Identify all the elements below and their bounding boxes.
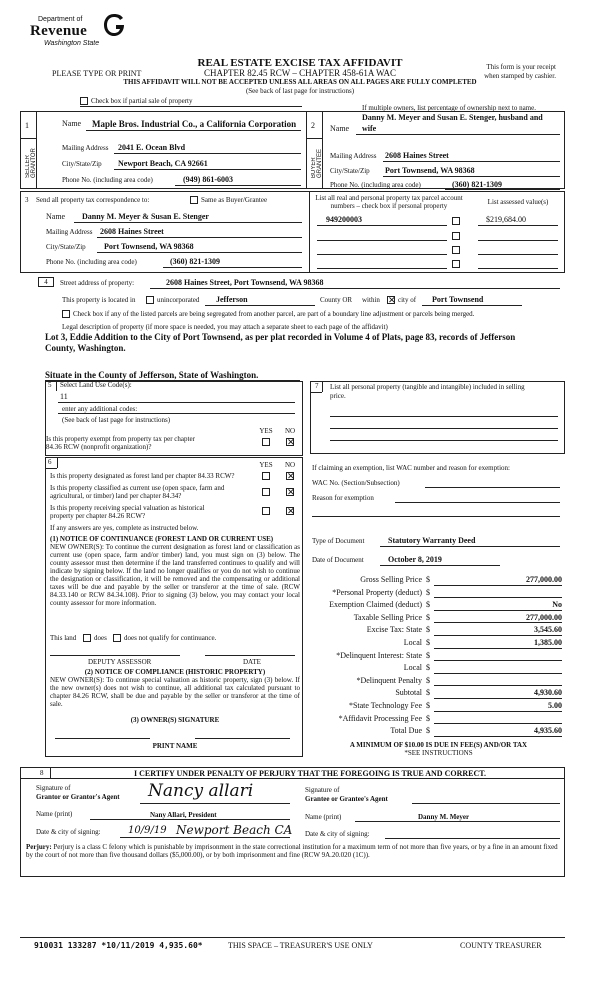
buyer-phone-label: Phone No. (including area code) (330, 181, 421, 189)
historic-yes-checkbox[interactable] (262, 507, 270, 515)
calc-row-underline (434, 685, 562, 686)
logo-line1: Department of (38, 16, 83, 23)
section7-box (310, 381, 565, 454)
calc-row-underline (434, 597, 562, 598)
exempt-yes-header: YES (259, 427, 273, 435)
calc-row-value[interactable]: 277,000.00 (526, 612, 562, 622)
calc-row-underline (434, 610, 562, 611)
buyer-name-line1[interactable]: Danny M. Meyer and Susan E. Stenger, husband and (362, 113, 543, 122)
calc-row-value[interactable]: 5.00 (548, 701, 562, 710)
partial-sale-label: Check box if partial sale of property (91, 97, 193, 105)
section7-label-2: price. (330, 392, 346, 400)
certify-statement: I CERTIFY UNDER PENALTY OF PERJURY THAT THE FOREGOING IS TRUE AND CORRECT. (133, 769, 486, 778)
land-use-num: 5 (48, 381, 52, 389)
wa-seal-icon (102, 12, 126, 38)
seller-mailing-label: Mailing Address (62, 144, 109, 152)
calc-row-underline (434, 635, 562, 636)
calc-row-value[interactable]: 4,930.60 (534, 688, 562, 698)
tax-corr-name[interactable]: Danny M. Meyer & Susan E. Stenger (82, 212, 209, 221)
calc-row-label: *Personal Property (deduct) (332, 587, 422, 597)
city-name[interactable]: Port Townsend (432, 295, 484, 304)
deputy-assessor-label: DEPUTY ASSESSOR (88, 658, 152, 666)
parcel-number-1[interactable]: 949200003 (326, 215, 362, 224)
deputy-date-label: DATE (243, 658, 261, 666)
calc-row-value[interactable]: No (552, 600, 562, 610)
sig-grantor-label-2: Grantor or Grantor's Agent (36, 793, 120, 801)
seller-name[interactable]: Maple Bros. Industrial Co., a California Corporation (92, 119, 297, 129)
calc-row-value[interactable]: 1,385.00 (534, 638, 562, 647)
calc-row-label: Local (403, 663, 422, 673)
section8-num: 8 (40, 769, 44, 777)
located-in-label: This property is located in (62, 296, 136, 304)
legal-label: Legal description of property (if more space is needed, you may attach a separate sheet to each page of the affidavit) (62, 323, 388, 331)
calc-row-currency: $ (426, 612, 430, 622)
does-label: does (94, 634, 107, 642)
current-use-no-checkbox[interactable] (286, 488, 294, 496)
s6-if-yes: If any answers are yes, complete as instructed below. (50, 524, 199, 532)
grantor-name-print-label: Name (print) (36, 810, 73, 818)
buyer-name-line2[interactable]: wife (362, 124, 377, 133)
calc-row-underline (434, 673, 562, 674)
minimum-fee-note: A MINIMUM OF $10.00 IS DUE IN FEE(S) AND/OR TAX (349, 741, 528, 749)
same-as-buyer-checkbox[interactable] (190, 196, 198, 204)
section7-num: 7 (315, 382, 319, 390)
calc-row-underline (434, 648, 562, 649)
grantor-date[interactable]: 10/9/19 (128, 825, 167, 836)
personal-property-checkbox-2[interactable] (452, 232, 460, 240)
calc-row-currency: $ (426, 638, 430, 647)
partial-sale-checkbox[interactable] (80, 97, 88, 105)
doc-date[interactable]: October 8, 2019 (388, 555, 442, 564)
buyer-num: 2 (311, 121, 315, 130)
dor-logo (20, 12, 130, 52)
exemption-label: If claiming an exemption, list WAC number and reason for exemption: (312, 464, 510, 472)
see-instructions-note: *SEE INSTRUCTIONS (404, 749, 473, 757)
calc-row-underline (434, 711, 562, 712)
calc-row (312, 700, 562, 713)
section7-label-1: List all personal property (tangible and intangible) included in selling (330, 383, 525, 391)
s6-q3a: Is this property receiving special valuation as historical (50, 504, 205, 512)
tax-corr-city-label: City/State/Zip (46, 243, 86, 251)
calc-row-underline (434, 736, 562, 737)
exempt-q1: Is this property exempt from property tax per chapter (46, 435, 195, 443)
multiple-owners-label: If multiple owners, list percentage of ownership next to name. (362, 104, 536, 112)
logo-line2: Revenue (30, 23, 88, 39)
legal-desc-1[interactable]: Lot 3, Eddie Addition to the City of Port Townsend, as per plat recorded in Volume 4 of Plats, page 83, records of Jefferson (45, 332, 516, 342)
tax-corr-mailing[interactable]: 2608 Haines Street (100, 227, 164, 236)
tax-corr-num: 3 (25, 196, 29, 204)
calc-row (312, 662, 562, 675)
calc-row (312, 675, 562, 688)
check-x-icon: ✕ (287, 507, 295, 517)
notice1-body: NEW OWNER(S): To continue the current designation as forest land or classification as current use (open space, farm and/or timber) land, you must sign on (3) below. The county assessor must then determine if the land transferred continues to qualify and will indicate by signing below. If the land no longer qualifies or you do not wish to continue the designation or classification, it will be removed and the compensating or additional taxes will be due and payable by the seller or transferor at the time of sale. (RCW 84.33.140 or RCW 84.34.108). Prior to signing (3) below, you may contact your local county assessor for more information. (50, 543, 300, 607)
property-street[interactable]: 2608 Haines Street, Port Townsend, WA 98368 (166, 278, 324, 287)
sig-grantee-label-2: Grantee or Grantee's Agent (305, 795, 388, 803)
land-use-see-back: (See back of last page for instructions) (62, 416, 171, 424)
does-not-checkbox[interactable] (113, 634, 121, 642)
current-use-yes-checkbox[interactable] (262, 488, 270, 496)
legal-desc-3[interactable]: Situate in the County of Jefferson, State of Washington. (45, 370, 259, 380)
section8-box (20, 767, 565, 877)
calc-row-label: *Affidavit Processing Fee (338, 713, 422, 723)
calc-row-label: Excise Tax: State (366, 625, 422, 635)
seller-name-label: Name (62, 119, 82, 128)
buyer-side-label: BUYER GRANTEE (311, 148, 323, 178)
county-treasurer-label: COUNTY TREASURER (460, 941, 542, 950)
seller-side-label: SELLER GRANTOR (25, 148, 37, 178)
seller-num: 1 (25, 121, 29, 130)
segregated-checkbox[interactable] (62, 310, 70, 318)
receipt-note-1: This form is your receipt (486, 63, 556, 71)
tax-corr-city[interactable]: Port Townsend, WA 98368 (104, 242, 194, 251)
s6-q2a: Is this property classified as current use (open space, farm and (50, 484, 225, 492)
county-name[interactable]: Jefferson (216, 295, 248, 304)
doc-date-label: Date of Document (312, 556, 364, 564)
forest-no-checkbox[interactable] (286, 472, 294, 480)
doc-type[interactable]: Statutory Warranty Deed (388, 536, 476, 545)
tax-corr-phone[interactable]: (360) 821-1309 (170, 257, 220, 266)
notice1-title: (1) NOTICE OF CONTINUANCE (FOREST LAND OR CURRENT USE) (50, 535, 274, 543)
calc-row-currency: $ (426, 713, 430, 723)
check-x-icon: ✕ (287, 488, 295, 498)
historic-no-checkbox[interactable] (286, 507, 294, 515)
perjury-body: Perjury is a class C felony which is punishable by imprisonment in the state correctional institution for a maximum term of not more than five years, or by a fine in an amount fixed by the court of not more than five thousand dollars ($5,000.00), or by both imprisonment and fine (RCW 9A.20.020 (1C)). (26, 843, 558, 859)
exempt-q2: 84.36 RCW (nonprofit organization)? (46, 443, 152, 451)
tax-corr-label: Send all property tax correspondence to: (36, 196, 150, 204)
calc-row-underline (434, 622, 562, 623)
chapter-ref: CHAPTER 82.45 RCW – CHAPTER 458-61A WAC (204, 68, 396, 78)
forest-yes-checkbox[interactable] (262, 472, 270, 480)
perjury-text (26, 843, 561, 859)
grantee-name-print-label: Name (print) (305, 813, 342, 821)
calc-row-label: *Delinquent Penalty (356, 675, 422, 685)
check-x-icon: ✕ (287, 472, 295, 482)
s6-no-header: NO (284, 461, 296, 469)
sig-grantor-label-1: Signature of (36, 784, 71, 792)
this-land-label: This land (50, 634, 77, 642)
calc-row-value[interactable]: 3,545.60 (534, 625, 562, 635)
calc-row (312, 687, 562, 700)
check-x-icon: ✕ (388, 296, 396, 306)
calc-row-value[interactable]: 277,000.00 (526, 575, 562, 584)
logo-line3: Washington State (44, 40, 100, 47)
grantor-signature[interactable]: Nancy allari (148, 781, 254, 801)
calc-row-label: Subtotal (395, 688, 422, 698)
unincorporated-label: unincorporated (157, 296, 200, 304)
parcels-header-2: numbers – check box if personal property (330, 202, 448, 210)
calc-row (312, 624, 562, 637)
calc-row (312, 713, 562, 726)
calc-row-underline (434, 698, 562, 699)
land-use-code[interactable]: 11 (60, 392, 68, 401)
exempt-no-checkbox[interactable] (286, 438, 294, 446)
print-name-label: PRINT NAME (152, 742, 198, 750)
grantor-date-city-label: Date & city of signing: (36, 828, 101, 836)
grantor-name-print[interactable]: Nany Allari, President (150, 811, 217, 819)
calc-row-currency: $ (426, 600, 430, 610)
tax-corr-name-label: Name (46, 212, 66, 221)
property-num: 4 (38, 277, 54, 287)
calc-row-label: *Delinquent Interest: State (336, 650, 422, 660)
tax-corr-mailing-label: Mailing Address (46, 228, 93, 236)
buyer-city[interactable]: Port Townsend, WA 98368 (385, 166, 475, 175)
seller-city-label: City/State/Zip (62, 160, 102, 168)
unincorporated-checkbox[interactable] (146, 296, 154, 304)
grantee-date-city-label: Date & city of signing: (305, 830, 370, 838)
calc-row-label: Taxable Selling Price (353, 612, 422, 622)
same-as-buyer-label: Same as Buyer/Grantee (201, 196, 268, 204)
buyer-phone[interactable]: (360) 821-1309 (452, 180, 502, 189)
grantee-name-print[interactable]: Danny M. Meyer (418, 813, 470, 821)
doc-type-label: Type of Document (312, 537, 365, 545)
warning-text: THIS AFFIDAVIT WILL NOT BE ACCEPTED UNLESS ALL AREAS ON ALL PAGES ARE FULLY COMPLETED (123, 78, 477, 86)
see-back: (See back of last page for instructions) (245, 87, 355, 95)
personal-property-checkbox-1[interactable] (452, 217, 460, 225)
calc-row-underline (434, 585, 562, 586)
does-checkbox[interactable] (83, 634, 91, 642)
assessed-header: List assessed value(s) (487, 198, 549, 206)
calc-row-currency: $ (426, 587, 430, 597)
check-x-icon: ✕ (287, 438, 295, 448)
calc-row-currency: $ (426, 726, 430, 736)
calc-row-label: Total Due (390, 726, 422, 736)
notice2-body: NEW OWNER(S): To continue special valuation as historic property, sign (3) below. If the new owner(s) does not wish to continue, all additional tax calculated pursuant to chapter 84.26 RCW, shall be due and payable by the seller or transferor at the time of sale. (50, 676, 300, 708)
calc-row-label: Gross Selling Price (360, 575, 422, 584)
please-type: PLEASE TYPE OR PRINT (52, 69, 142, 78)
within-city-checkbox[interactable] (387, 296, 395, 304)
calc-row-currency: $ (426, 701, 430, 710)
wac-label: WAC No. (Section/Subsection) (312, 479, 400, 487)
s6-yes-header: YES (259, 461, 273, 469)
personal-property-checkbox-4[interactable] (452, 260, 460, 268)
does-not-label: does not qualify for continuance. (124, 634, 217, 642)
treasurer-space-label: THIS SPACE – TREASURER'S USE ONLY (228, 941, 373, 950)
s6-q1: Is this property designated as forest land per chapter 84.33 RCW? (50, 472, 235, 480)
s6-q2b: agricultural, or timber) land per chapter 84.34? (50, 492, 182, 500)
treasurer-stamp: 910031 133287 *10/11/2019 4,935.60* (34, 941, 203, 950)
seller-phone[interactable]: (949) 861-6003 (183, 175, 233, 184)
calc-row-currency: $ (426, 663, 430, 673)
section6-num: 6 (48, 458, 52, 466)
calc-row (312, 650, 562, 663)
calc-row-label: Exemption Claimed (deduct) (329, 600, 422, 610)
form-title: REAL ESTATE EXCISE TAX AFFIDAVIT (197, 57, 403, 69)
legal-desc-2[interactable]: County, Washington. (45, 343, 126, 353)
grantor-city[interactable]: Newport Beach CA (176, 823, 293, 837)
calc-row-value[interactable]: 4,935.60 (534, 726, 562, 736)
reason-label: Reason for exemption (312, 494, 374, 502)
calc-row (312, 587, 562, 600)
calc-row-label: *State Technology Fee (348, 701, 422, 710)
calc-row-underline (434, 723, 562, 724)
calc-row-currency: $ (426, 688, 430, 698)
calc-row (312, 574, 562, 587)
calc-row (312, 637, 562, 650)
perjury-label: Perjury: (26, 843, 52, 851)
calc-row-underline (434, 660, 562, 661)
calc-row-currency: $ (426, 625, 430, 635)
exempt-yes-checkbox[interactable] (262, 438, 270, 446)
buyer-city-label: City/State/Zip (330, 167, 370, 175)
buyer-mailing[interactable]: 2608 Haines Street (385, 151, 449, 160)
calc-row-currency: $ (426, 650, 430, 660)
receipt-note-2: when stamped by cashier. (484, 72, 556, 80)
land-use-label: Select Land Use Code(s): (60, 381, 132, 389)
within-label: within (362, 296, 380, 304)
assessed-value-1[interactable]: $219,684.00 (486, 215, 526, 224)
notice2-title: (2) NOTICE OF COMPLIANCE (HISTORIC PROPERTY) (84, 668, 266, 676)
calc-row (312, 599, 562, 612)
seller-mailing[interactable]: 2041 E. Ocean Blvd (118, 143, 186, 152)
section6-box (45, 457, 303, 757)
seller-phone-label: Phone No. (including area code) (62, 176, 153, 184)
s6-q3b: property per chapter 84.26 RCW? (50, 512, 146, 520)
sig-grantee-label-1: Signature of (305, 786, 340, 794)
calc-row-currency: $ (426, 675, 430, 685)
buyer-mailing-label: Mailing Address (330, 152, 377, 160)
calc-row (312, 612, 562, 625)
city-of-label: city of (398, 296, 417, 304)
owner-signature-label: (3) OWNER(S) SIGNATURE (130, 716, 220, 724)
segregated-label: Check box if any of the listed parcels are being segregated from another parcel, are part of a boundary line adjustment or parcels being merged. (73, 310, 475, 318)
personal-property-checkbox-3[interactable] (452, 246, 460, 254)
seller-city[interactable]: Newport Beach, CA 92661 (118, 159, 208, 168)
calc-row-label: Local (403, 638, 422, 647)
county-or-label: County OR (320, 296, 353, 304)
tax-corr-phone-label: Phone No. (including area code) (46, 258, 137, 266)
buyer-name-label: Name (330, 124, 350, 133)
additional-codes-label: enter any additional codes: (62, 405, 138, 413)
calc-row (312, 725, 562, 738)
parcels-header-1: List all real and personal property tax parcel account (315, 194, 463, 202)
calc-row-currency: $ (426, 575, 430, 584)
exempt-no-header: NO (284, 427, 296, 435)
street-label: Street address of property: (60, 279, 135, 287)
